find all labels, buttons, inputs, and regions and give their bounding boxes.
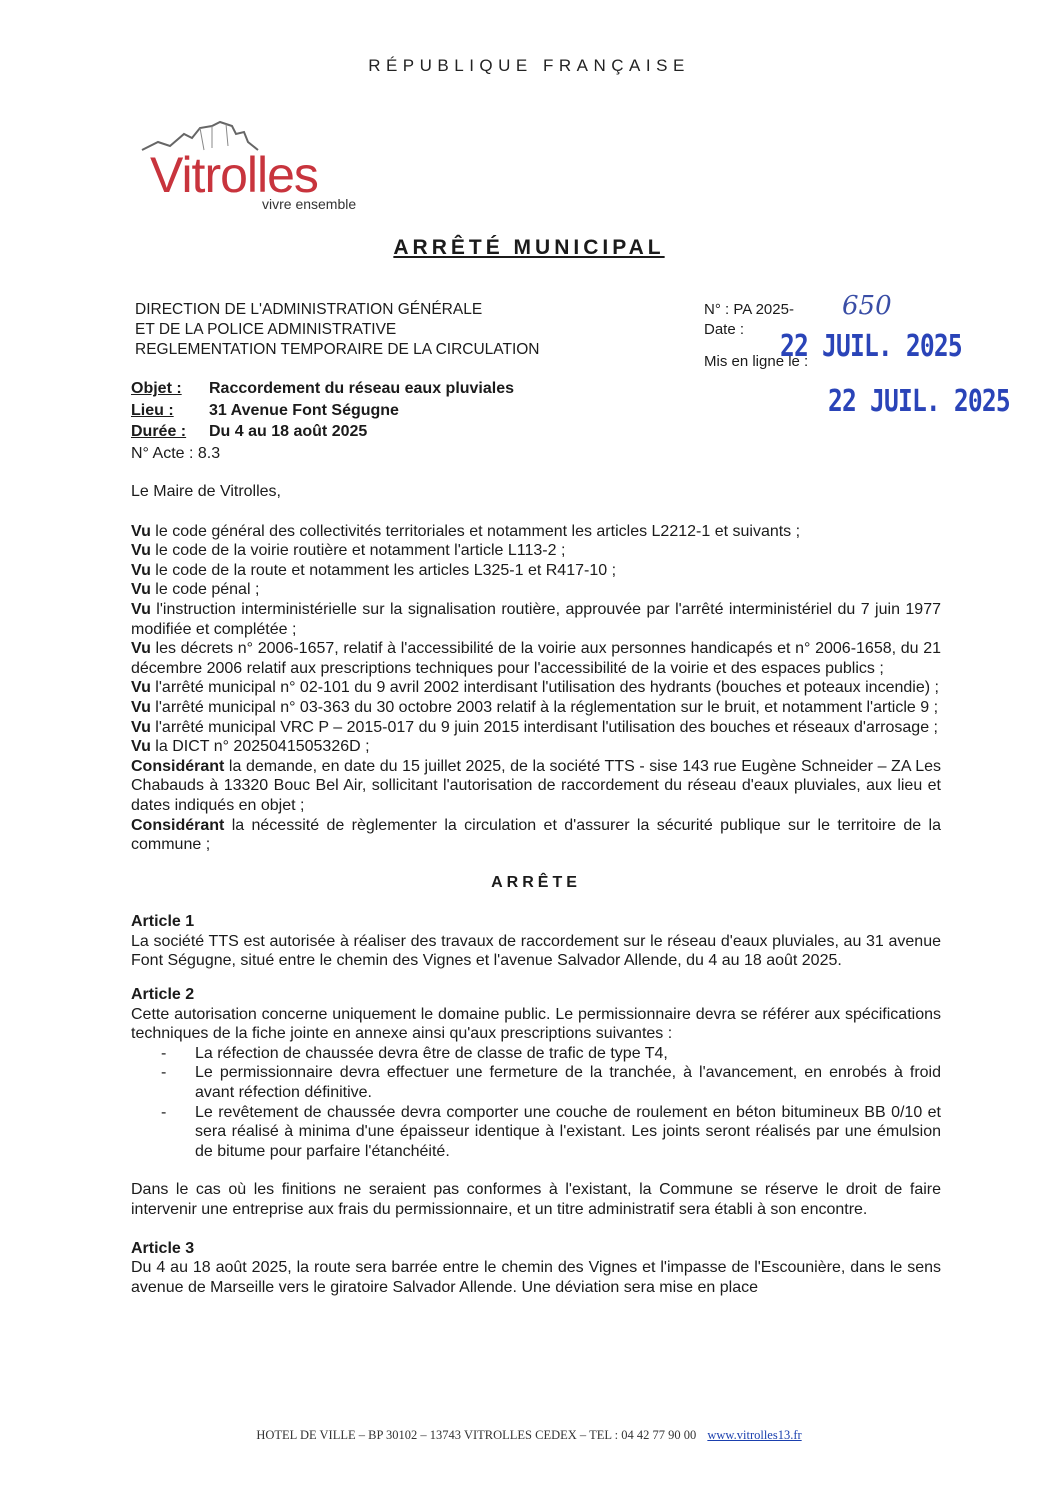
vu-item: Vu le code de la route et notamment les articles L325-1 et R417-10 ; — [131, 561, 617, 579]
vu-item: Vu l'arrêté municipal VRC P – 2015-017 du 9 juin 2015 interdisant l'utilisation des bouches et réseaux d'arrosage ; — [131, 718, 938, 736]
vu-item: Vu les décrets n° 2006-1657, relatif à l'accessibilité de la voirie aux personnes handicapés et n° 2006-1658, du 21 décembre 2006 relatif aux prescriptions techniques pour l'accessibilité de la voirie et des espaces publics ; — [131, 640, 941, 677]
acte-number: N° Acte : 8.3 — [131, 444, 221, 462]
handwritten-number: 650 — [842, 291, 892, 321]
reference-number: N° : PA 2025- — [704, 301, 794, 318]
direction-line: DIRECTION DE L'ADMINISTRATION GÉNÉRALE — [135, 301, 483, 318]
article-2-list — [131, 1044, 941, 1162]
meta-block — [131, 378, 514, 464]
arrete-heading: ARRÊTE — [491, 873, 581, 891]
list-item: - Le revêtement de chaussée devra comporter une couche de roulement en béton bitumineux BB 0/10 et sera réalisé à minima d'une épaisseur identique à l'existant. Les joints seront réalisés par une émulsion de bitume pour parfaire l'étanchéité. — [161, 1103, 941, 1162]
logo-wordmark: Vitrolles — [150, 147, 318, 203]
vu-item: Vu l'arrêté municipal n° 02-101 du 9 avril 2002 interdisant l'utilisation des hydrants (bouches et poteaux incendie) ; — [131, 679, 939, 697]
intro-line: Le Maire de Vitrolles, — [131, 483, 281, 500]
vu-item: Vu la DICT n° 2025041505326D ; — [131, 738, 370, 756]
article-1-title: Article 1 — [131, 913, 195, 931]
date-stamp: 22 JUIL. 2025 — [780, 329, 962, 364]
vu-item: Vu le code général des collectivités territoriales et notamment les articles L2212-1 et suivants ; — [131, 522, 801, 540]
vu-item: Vu le code de la voirie routière et notamment l'article L113-2 ; — [131, 542, 566, 560]
online-date-stamp: 22 JUIL. 2025 — [828, 384, 1010, 419]
online-label: Mis en ligne le : — [704, 353, 809, 370]
date-label: Date : — [704, 321, 745, 338]
document-body — [131, 482, 941, 1297]
direction-line: ET DE LA POLICE ADMINISTRATIVE — [135, 321, 397, 338]
duree-row: Durée : Du 4 au 18 août 2025 — [131, 423, 368, 440]
direction-block — [135, 300, 540, 360]
document-title: ARRÊTÉ MUNICIPAL — [393, 236, 665, 259]
footer — [0, 1428, 1058, 1443]
article-1-text: La société TTS est autorisée à réaliser des travaux de raccordement sur le réseau d'eaux pluviales, au 31 avenue Font Ségugne, situé entre le chemin des Vignes et l'avenue Salvador Allende, du 4 au 18 août 2025. — [131, 932, 941, 970]
republique-header: RÉPUBLIQUE FRANÇAISE — [368, 56, 690, 75]
objet-row: Objet : Raccordement du réseau eaux pluviales — [131, 380, 515, 397]
list-item: - La réfection de chaussée devra être de classe de trafic de type T4, — [161, 1044, 941, 1064]
website-link[interactable]: www.vitrolles13.fr — [707, 1428, 802, 1442]
article-2-closing: Dans le cas où les finitions ne seraient pas conformes à l'existant, la Commune se réserve le droit de faire intervenir une entreprise aux frais du permissionnaire, et un titre administratif sera établi à son encontre. — [131, 1181, 941, 1218]
considerant-item: Considérant la nécessité de règlementer la circulation et d'assurer la sécurité publique sur le territoire de la commune ; — [131, 816, 941, 854]
article-3-text: Du 4 au 18 août 2025, la route sera barrée entre le chemin des Vignes et l'impasse de l'Escounière, dans le sens avenue de Marseille vers le giratoire Salvador Allende. Une déviation sera mise en place — [131, 1259, 941, 1296]
article-2-title: Article 2 — [131, 986, 195, 1004]
direction-line: REGLEMENTATION TEMPORAIRE DE LA CIRCULATION — [135, 341, 540, 358]
vu-item: Vu l'arrêté municipal n° 03-363 du 30 octobre 2003 relatif à la réglementation sur le bruit, et notamment l'article 9 ; — [131, 698, 939, 716]
lieu-row: Lieu : 31 Avenue Font Ségugne — [131, 401, 399, 419]
list-item: - Le permissionnaire devra effectuer une fermeture de la tranchée, à l'avancement, en enrobés à froid avant réfection définitive. — [161, 1063, 941, 1102]
vu-item: Vu l'instruction interministérielle sur la signalisation routière, approuvée par l'arrêté interministériel du 7 juin 1977 modifiée et complétée ; — [131, 600, 941, 638]
logo-tagline: vivre ensemble — [262, 196, 357, 212]
article-3-title: Article 3 — [131, 1239, 195, 1257]
vu-item: Vu le code pénal ; — [131, 581, 260, 599]
article-2-intro: Cette autorisation concerne uniquement le domaine public. Le permissionnaire devra se référer aux spécifications techniques de la fiche jointe en annexe ainsi qu'aux prescriptions suivantes : — [131, 1005, 941, 1043]
considerant-item: Considérant la demande, en date du 15 juillet 2025, de la société TTS - sise 143 rue Eugène Schneider – ZA Les Chabauds à 13320 Bouc Bel Air, sollicitant l'autorisation de raccordement du réseau d'eaux pluviales, aux lieu et dates indiqués en objet ; — [131, 757, 941, 814]
footer-address: HOTEL DE VILLE – BP 30102 – 13743 VITROLLES CEDEX – TEL : 04 42 77 90 00 — [256, 1428, 697, 1442]
